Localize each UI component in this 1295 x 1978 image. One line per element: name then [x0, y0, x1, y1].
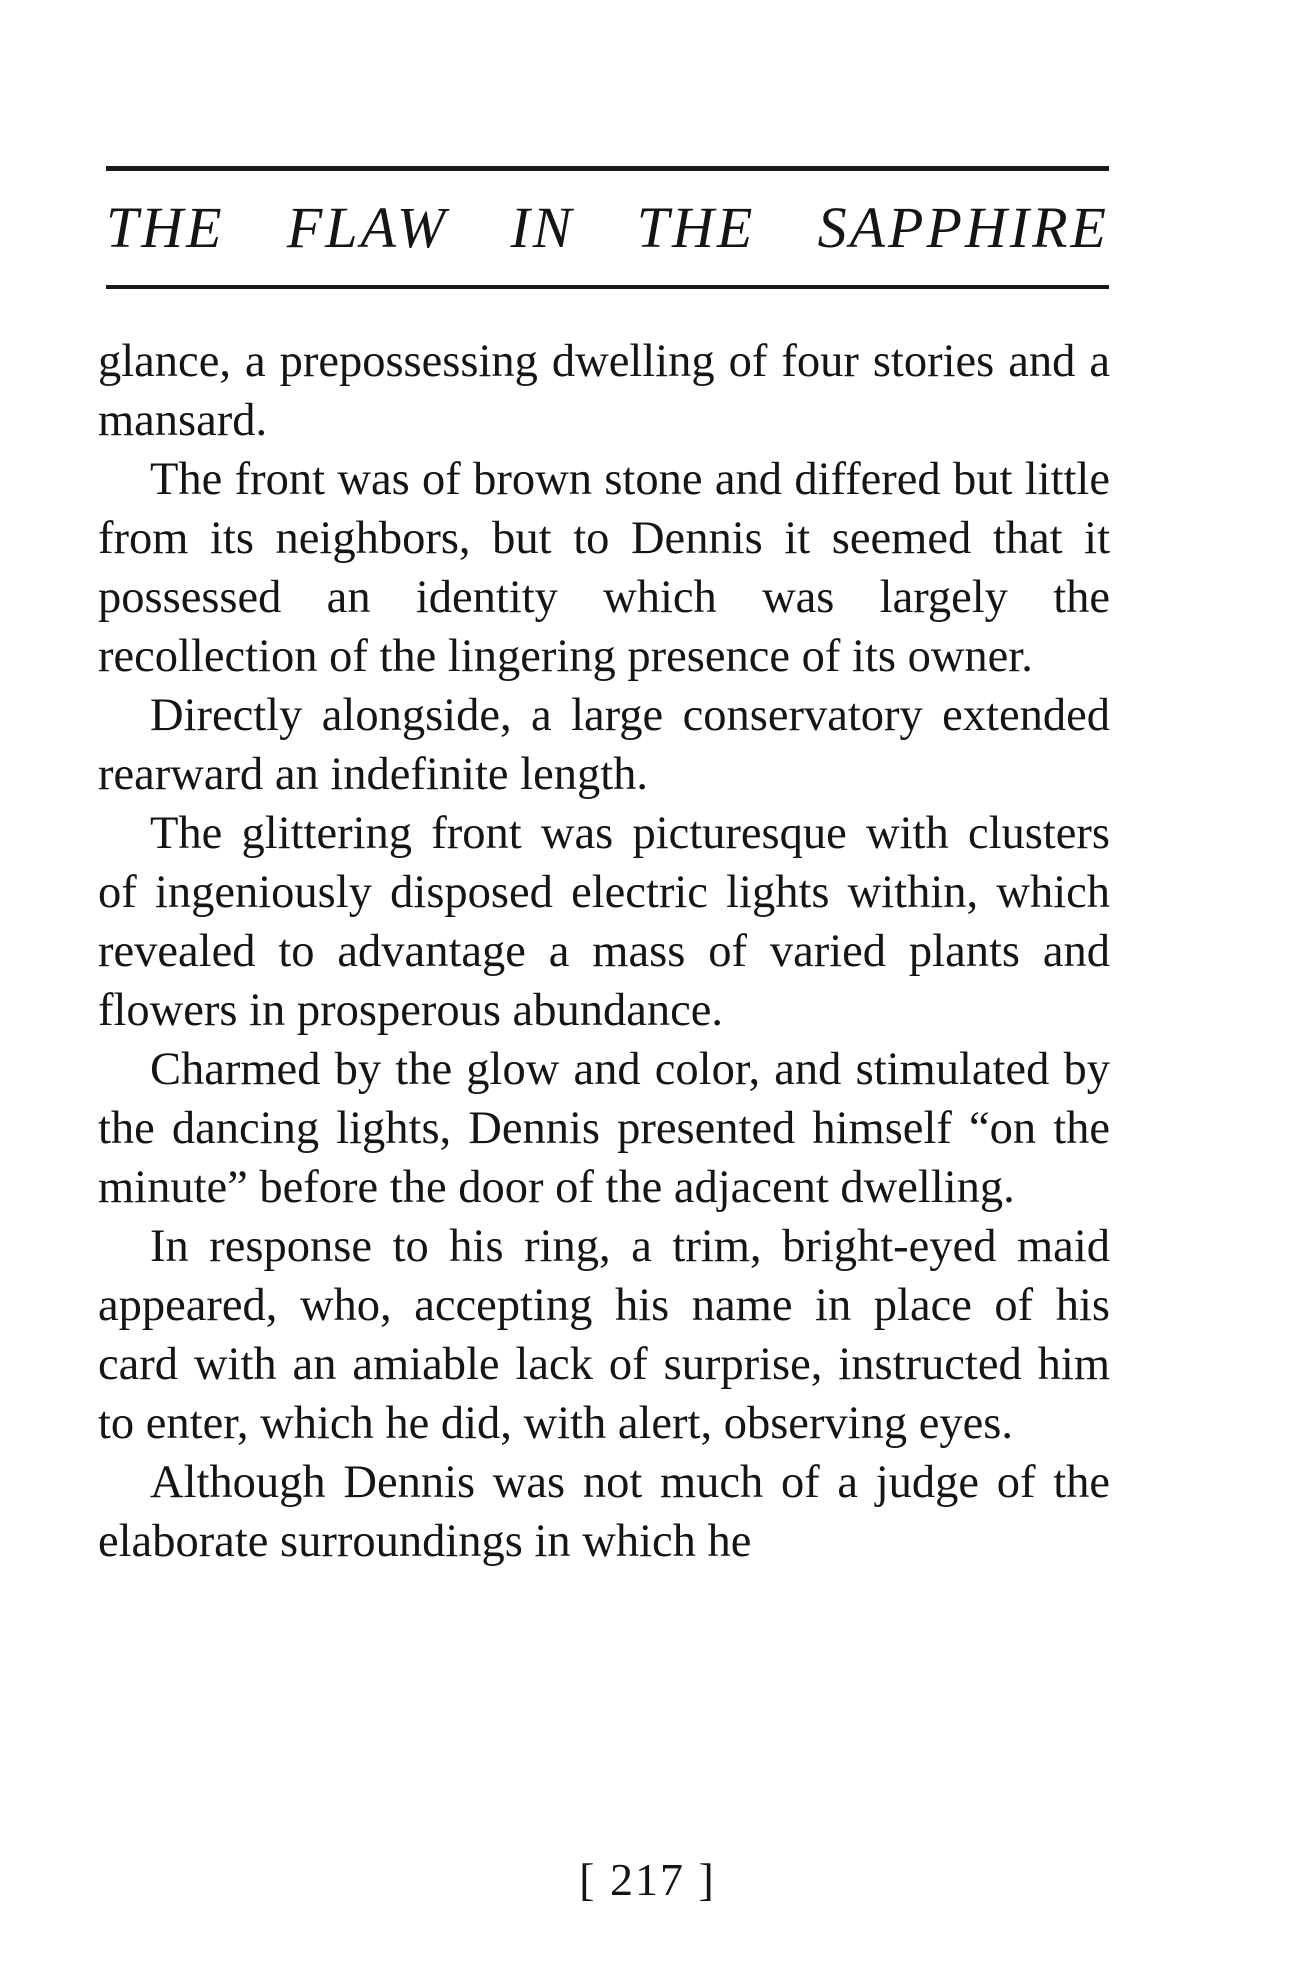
header-rule-top — [106, 166, 1109, 171]
running-head-word: IN — [510, 195, 575, 260]
paragraph: In response to his ring, a trim, bright-eyed maid appeared, who, accepting his name in place of his card with an amiable lack of surprise, instructed him to enter, which he did, with alert, observing eyes. — [98, 1221, 1110, 1449]
running-head-word: FLAW — [286, 195, 449, 260]
paragraph: Although Dennis was not much of a judge of the elaborate surroundings in which he — [98, 1457, 1110, 1567]
body-text — [98, 332, 1110, 1571]
paragraph: glance, a prepossessing dwelling of four stories and a mansard. — [98, 336, 1110, 446]
running-head — [106, 186, 1109, 270]
running-head-word: THE — [106, 195, 225, 260]
running-head-word: THE — [636, 195, 756, 260]
paragraph: The front was of brown stone and differed but little from its neighbors, but to Dennis it seemed that it possessed an identity which was largely the recollection of the lingering presence of its owner. — [98, 454, 1110, 682]
paragraph: Directly alongside, a large conservatory extended rearward an indefinite length. — [98, 690, 1110, 800]
paragraph: The glittering front was picturesque with clusters of ingeniously disposed electric lights within, which revealed to advantage a mass of varied plants and flowers in prosperous abundance. — [98, 808, 1110, 1036]
paragraph: Charmed by the glow and color, and stimulated by the dancing lights, Dennis presented himself “on the minute” before the door of the adjacent dwelling. — [98, 1044, 1110, 1213]
page-number: [ 217 ] — [579, 1854, 716, 1905]
header-rule-bottom — [106, 285, 1109, 289]
running-head-word: SAPPHIRE — [817, 195, 1109, 260]
